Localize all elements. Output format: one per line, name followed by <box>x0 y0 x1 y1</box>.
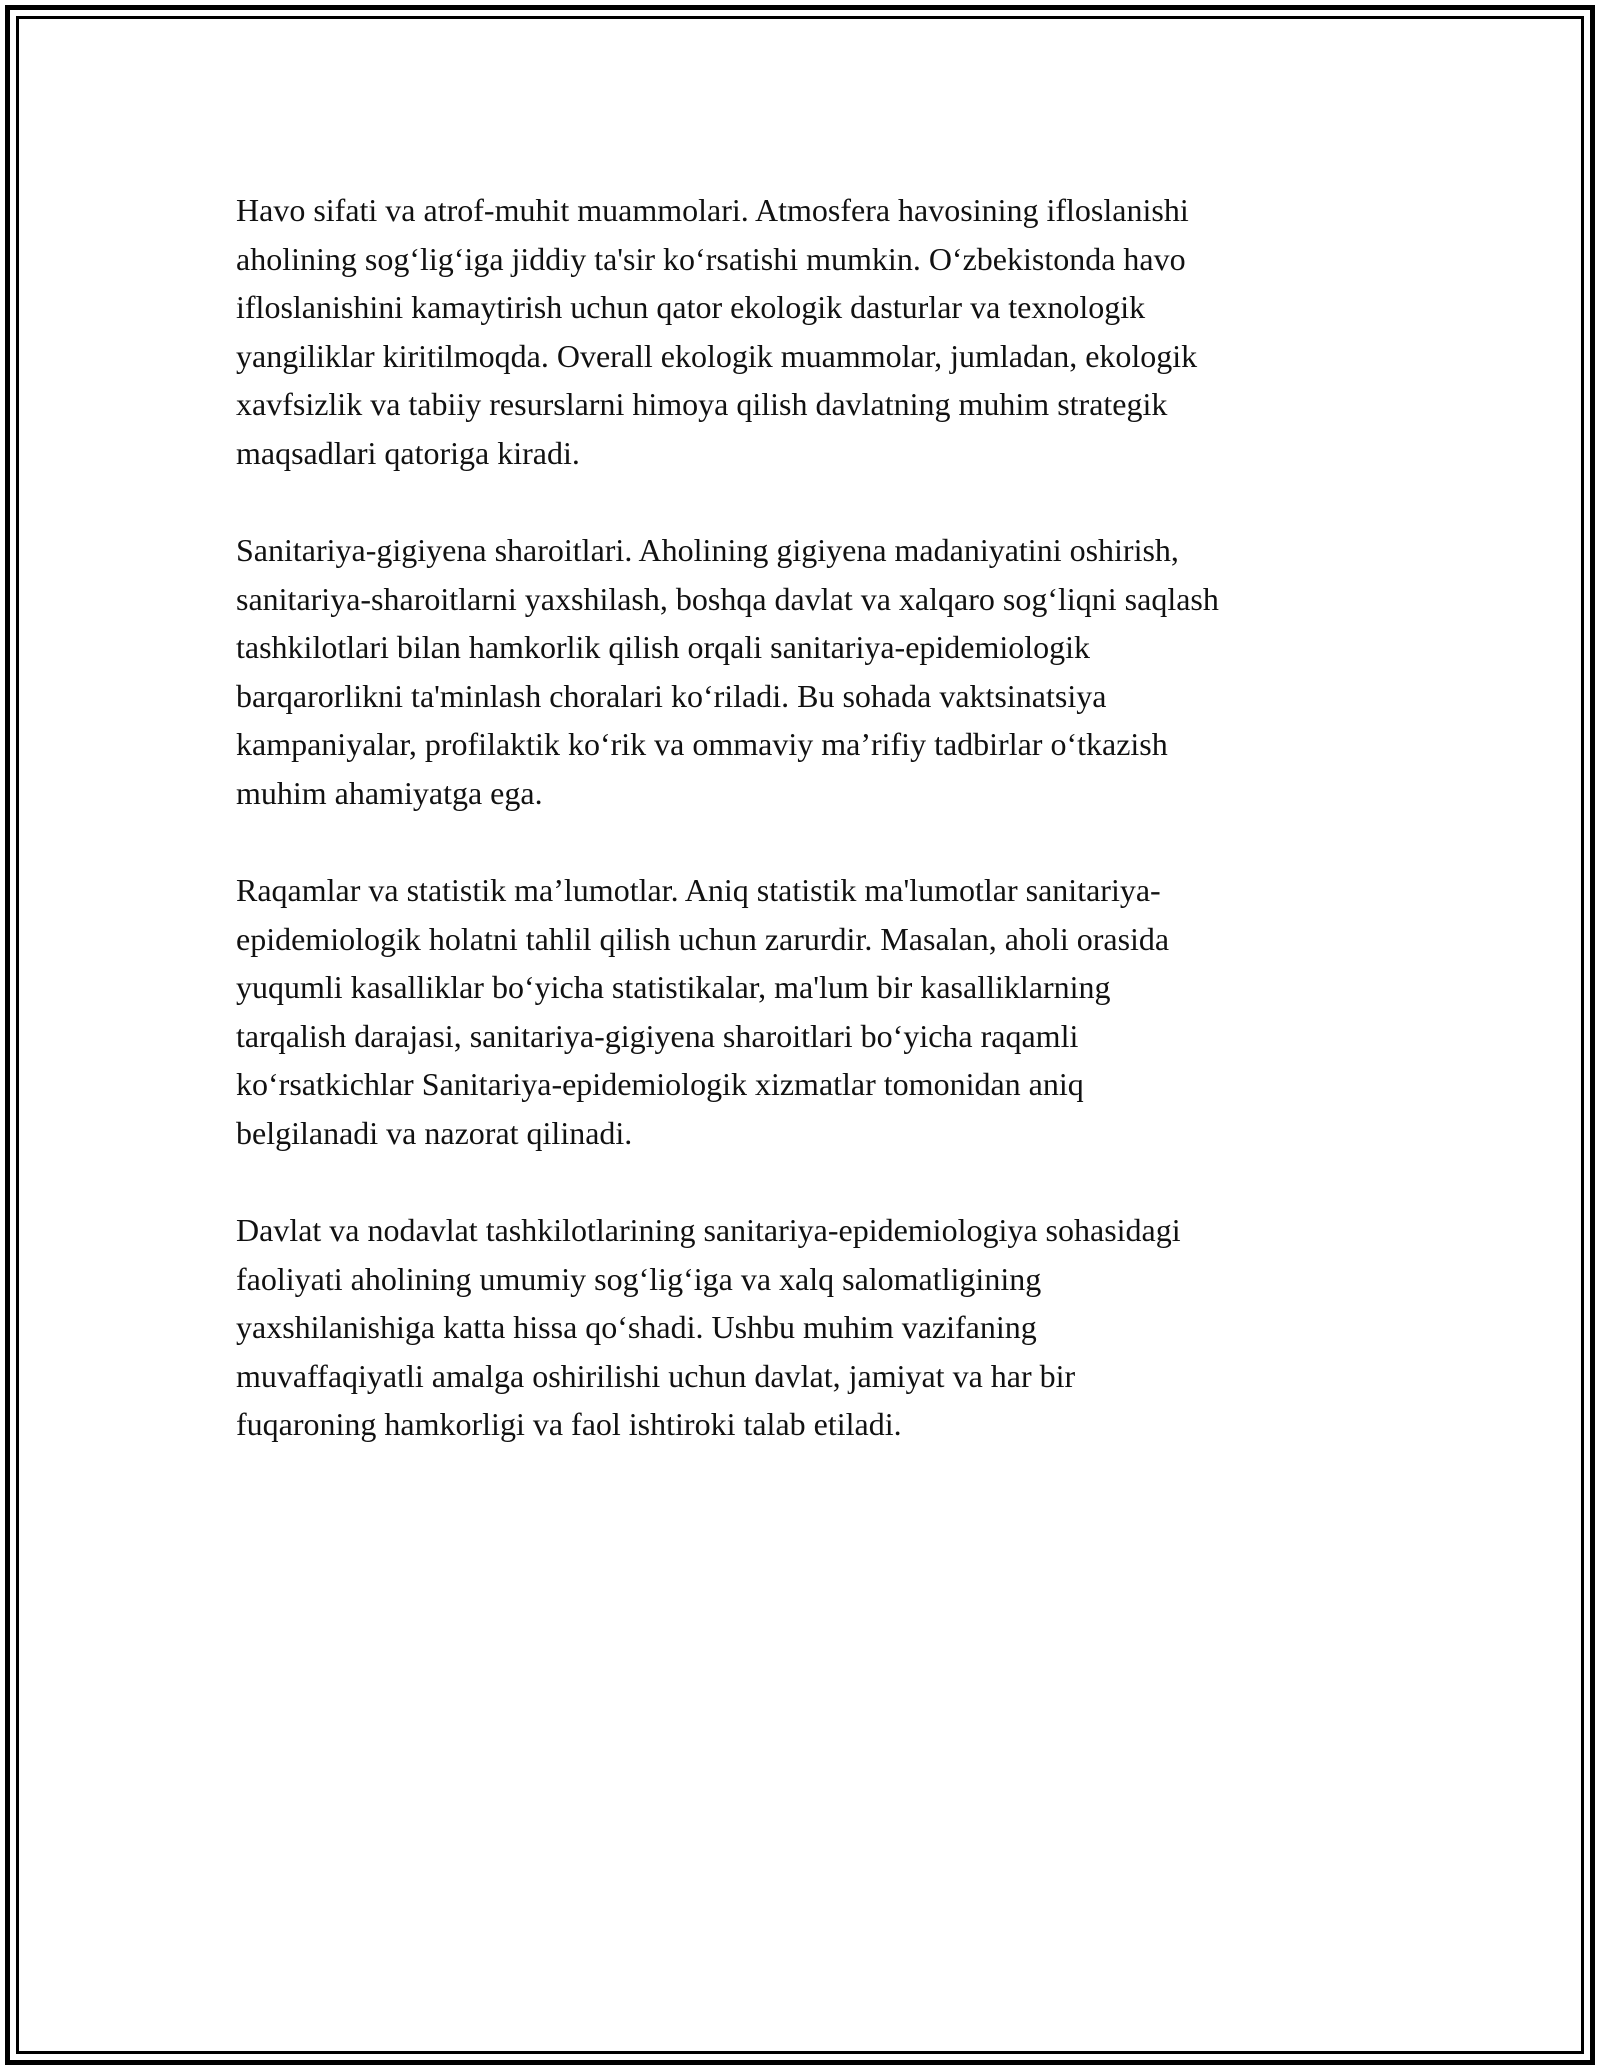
paragraph-statistics: Raqamlar va statistik ma’lumotlar. Aniq statistik ma'lumotlar sanitariya- epidemiologik holatni tahlil qilish uchun zarurdir. Masalan, aholi orasida yuqumli kasalliklar bo‘yicha statistikalar, ma'lum bir kasalliklarning tarqalish darajasi, sanitariya-gigiyena sharoitlari bo‘yicha raqamli ko‘rsatkichlar Sanitariya-epidemiologik xizmatlar tomonidan aniq belgilanadi va nazorat qilinadi. <box>236 872 1170 1151</box>
document-body <box>236 186 1366 1498</box>
paragraph-air-quality: Havo sifati va atrof-muhit muammolari. Atmosfera havosining ifloslanishi aholining sog‘lig‘iga jiddiy ta'sir ko‘rsatishi mumkin. O‘zbekistonda havo ifloslanishini kamaytirish uchun qator ekologik dasturlar va texnologik yangiliklar kiritilmoqda. Overall ekologik muammolar, jumladan, ekologik xavfsizlik va tabiiy resurslarni himoya qilish davlatning muhim strategik maqsadlari qatoriga kiradi. <box>236 192 1198 471</box>
paragraph-sanitary-conditions: Sanitariya-gigiyena sharoitlari. Aholining gigiyena madaniyatini oshirish, sanitariya-sharoitlarni yaxshilash, boshqa davlat va xalqaro sog‘liqni saqlash tashkilotlari bilan hamkorlik qilish orqali sanitariya-epidemiologik barqarorlikni ta'minlash choralari ko‘riladi. Bu sohada vaktsinatsiya kampaniyalar, profilaktik ko‘rik va ommaviy ma’rifiy tadbirlar o‘tkazish muhim ahamiyatga ega. <box>236 532 1219 811</box>
paragraph-organizations: Davlat va nodavlat tashkilotlarining sanitariya-epidemiologiya sohasidagi faoliyati aholining umumiy sog‘lig‘iga va xalq salomatligining yaxshilanishiga katta hissa qo‘shadi. Ushbu muhim vazifaning muvaffaqiyatli amalga oshirilishi uchun davlat, jamiyat va har bir fuqaroning hamkorligi va faol ishtiroki talab etiladi. <box>236 1212 1181 1442</box>
